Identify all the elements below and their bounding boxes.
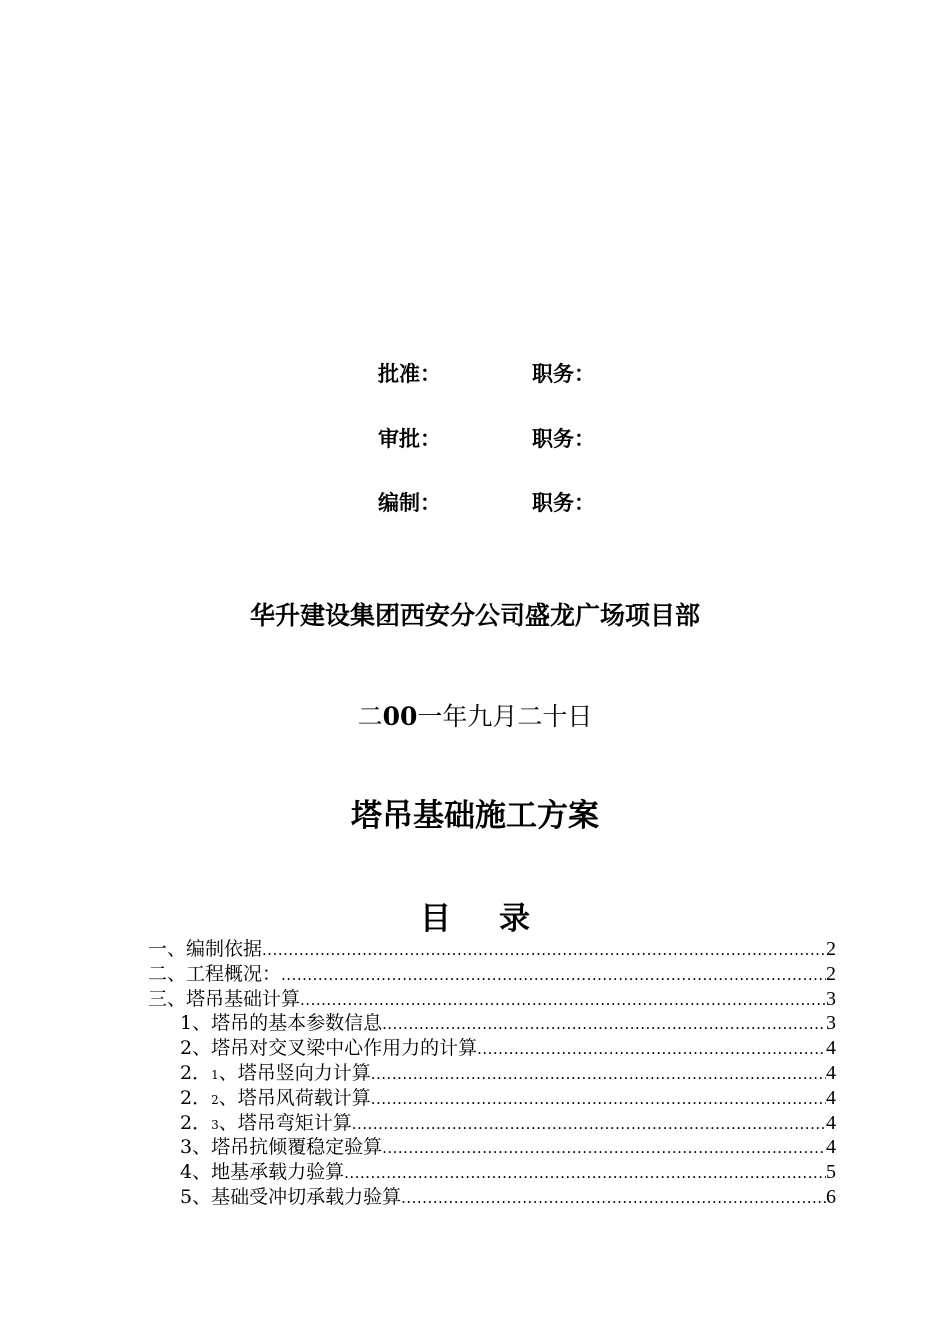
toc-item-text (180, 1160, 344, 1185)
toc-item[interactable] (148, 1061, 836, 1086)
review-row (378, 423, 678, 453)
toc-leader-dots (477, 1037, 826, 1062)
toc-item-text (180, 1111, 352, 1138)
toc-leader-dots (382, 1136, 826, 1161)
document-title: 塔吊基础施工方案 (351, 798, 599, 834)
toc-item-title: 塔吊对交叉梁中心作用力的计算 (211, 1037, 478, 1060)
toc-leader-dots (401, 1186, 826, 1211)
toc-item[interactable] (148, 1135, 836, 1160)
prepared-label: 编制： (378, 491, 441, 515)
toc-page-number: 4 (826, 1037, 836, 1060)
toc-item[interactable] (148, 987, 836, 1012)
toc-item-title: 、塔吊竖向力计算 (218, 1061, 371, 1084)
date-number: 00 (382, 702, 418, 731)
prepared-position-label: 职务： (532, 491, 595, 515)
toc-item-number: 二、 (148, 962, 187, 985)
toc-item-subnumber: 3 (211, 1117, 219, 1132)
approval-row (378, 358, 678, 388)
toc-item[interactable] (148, 937, 836, 962)
review-position-label: 职务： (532, 427, 595, 451)
toc-page-number: 6 (826, 1185, 836, 1208)
toc-page-number: 4 (826, 1136, 836, 1159)
toc-leader-dots (382, 1012, 826, 1037)
toc-item-number: 1、 (180, 1012, 212, 1035)
toc-item[interactable] (148, 1011, 836, 1036)
toc-page-number: 2 (826, 962, 836, 985)
toc-item-title: 编制依据 (186, 938, 263, 960)
toc-item-text (180, 1036, 477, 1061)
toc-item[interactable] (148, 1111, 836, 1136)
toc-item-text (180, 1061, 371, 1088)
toc-leader-dots (300, 988, 826, 1013)
toc-item[interactable] (148, 1086, 836, 1111)
toc-page-number: 2 (826, 938, 836, 960)
toc-page-number: 4 (826, 1086, 836, 1109)
toc-page-number: 3 (826, 987, 836, 1010)
toc-leader-dots (371, 1062, 826, 1087)
toc-heading: 目录 (420, 901, 578, 937)
toc-item-title: 基础受冲切承载力验算 (211, 1185, 402, 1208)
toc-item[interactable] (148, 1185, 836, 1210)
toc-item-text (148, 987, 300, 1012)
toc-item-number: 5、 (180, 1185, 212, 1208)
toc-item[interactable] (148, 1036, 836, 1061)
toc-page-number: 4 (826, 1111, 836, 1134)
toc-item-text (180, 1011, 382, 1036)
toc-page-number: 5 (826, 1161, 836, 1184)
toc-item-number: 三、 (148, 987, 187, 1010)
approval-label: 批准： (378, 362, 441, 386)
toc-item-text (148, 937, 262, 962)
toc-item-title: 地基承载力验算 (211, 1161, 345, 1184)
toc-item-text (148, 962, 281, 987)
toc-page-number: 4 (826, 1061, 836, 1084)
toc-item-title: 塔吊抗倾覆稳定验算 (211, 1136, 383, 1159)
toc-item-number: 4、 (180, 1161, 212, 1184)
toc-item-number: 3、 (180, 1136, 212, 1159)
toc-item-title: 工程概况： (186, 962, 282, 985)
approval-position-label: 职务： (532, 362, 595, 386)
date-suffix: 一年九月二十日 (417, 702, 593, 731)
toc-item-text (180, 1135, 382, 1160)
toc-item-text (180, 1086, 371, 1113)
toc-item[interactable] (148, 962, 836, 987)
toc-item-subnumber: 2 (211, 1092, 219, 1107)
toc-page-number: 3 (826, 1012, 836, 1035)
review-label: 审批： (378, 427, 441, 451)
toc-item-title: 塔吊基础计算 (186, 987, 301, 1010)
toc-item[interactable] (148, 1160, 836, 1185)
date-prefix: 二 (357, 702, 383, 731)
toc-item-title: 、塔吊风荷载计算 (218, 1086, 371, 1109)
toc-item-number: 一、 (148, 938, 187, 960)
toc-leader-dots (344, 1161, 826, 1186)
toc-item-number: 2、 (180, 1037, 212, 1060)
toc-leader-dots (281, 963, 826, 988)
table-of-contents (148, 937, 836, 1210)
document-date (0, 697, 950, 733)
toc-item-title: 塔吊的基本参数信息 (211, 1012, 383, 1035)
toc-item-text (180, 1185, 401, 1210)
toc-item-title: 、塔吊弯矩计算 (218, 1111, 352, 1134)
toc-leader-dots (371, 1087, 826, 1112)
toc-leader-dots (262, 938, 826, 963)
toc-item-number: 2． (180, 1061, 212, 1084)
toc-item-subnumber: 1 (211, 1067, 219, 1082)
toc-item-number: 2． (180, 1086, 212, 1109)
toc-leader-dots (352, 1112, 826, 1137)
company-name: 华升建设集团西安分公司盛龙广场项目部 (249, 601, 700, 630)
prepared-row (378, 487, 678, 517)
toc-item-number: 2． (180, 1111, 212, 1134)
